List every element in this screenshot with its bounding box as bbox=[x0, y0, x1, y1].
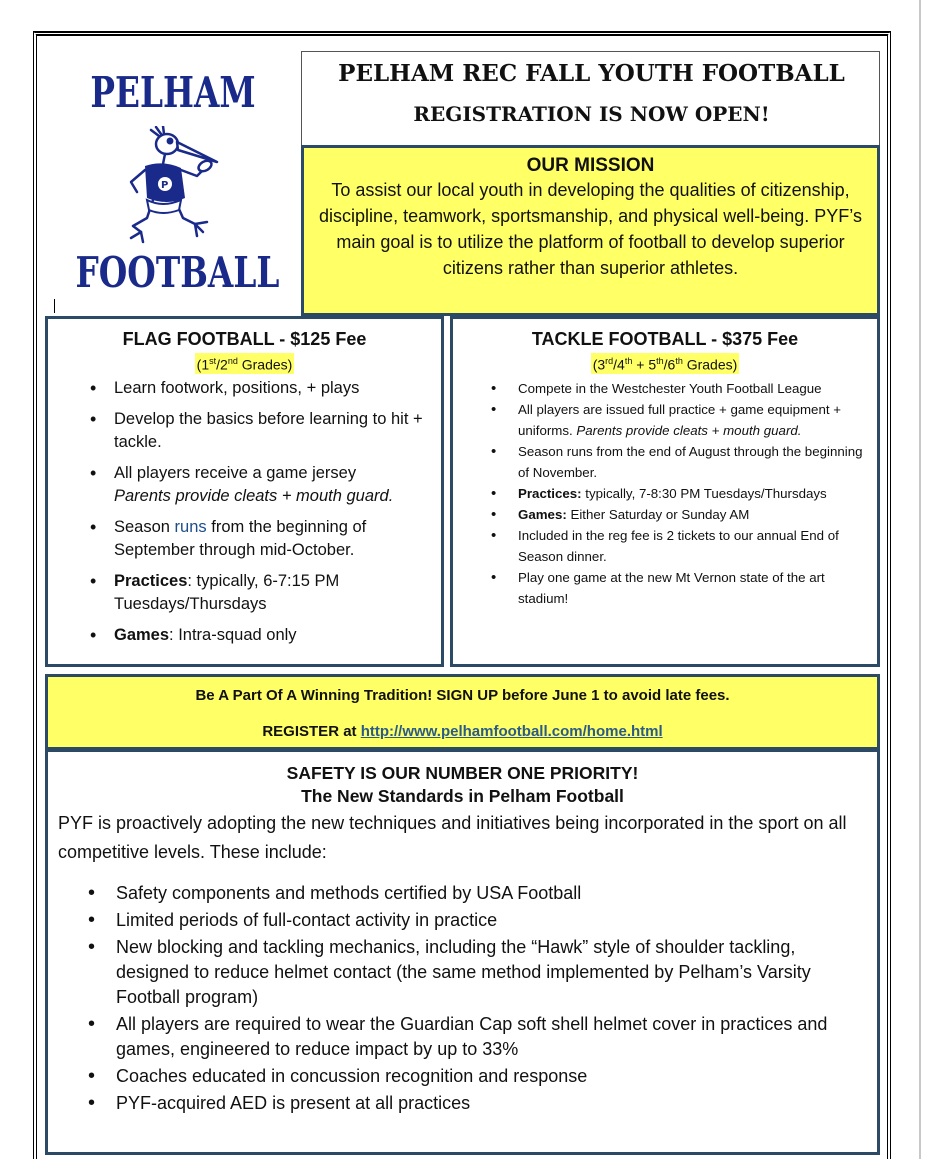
tackle-bullet-list bbox=[491, 378, 871, 609]
safety-intro: PYF is proactively adopting the new techniques and initiatives being incorporated in the sport on all competitive levels. These include: bbox=[58, 813, 847, 862]
list-item: • All players are required to wear the Guardian Cap soft shell helmet cover in practices and games, engineered to reduce impact by up to 33% bbox=[88, 1012, 858, 1062]
grades-text: /6 bbox=[663, 356, 676, 373]
list-item: • Compete in the Westchester Youth Football League bbox=[491, 378, 871, 399]
list-item: • PYF-acquired AED is present at all practices bbox=[88, 1091, 858, 1116]
signup-text: Be A Part Of A Winning Tradition! SIGN UP before June 1 to avoid late fees. bbox=[195, 687, 730, 704]
list-item: • Play one game at the new Mt Vernon state of the art stadium! bbox=[491, 567, 871, 609]
list-item bbox=[90, 624, 435, 647]
list-item-text: All players receive a game jersey bbox=[114, 463, 357, 482]
list-item-note: Parents provide cleats + mouth guard. bbox=[576, 422, 802, 438]
safety-bullet-list bbox=[88, 881, 858, 1116]
grades-sup: th bbox=[656, 356, 664, 366]
grades-sup: th bbox=[675, 356, 683, 366]
practices-label: Practices: bbox=[518, 485, 582, 501]
list-item-text: from the beginning of September through mid-October. bbox=[114, 517, 367, 559]
list-item-note: Parents provide cleats + mouth guard. bbox=[114, 486, 394, 505]
grades-text: /2 bbox=[216, 356, 228, 373]
grades-sup: rd bbox=[605, 356, 614, 366]
tackle-football-panel bbox=[450, 316, 880, 667]
list-item: • Season runs from the end of August through the beginning of November. bbox=[491, 441, 871, 483]
flag-football-title: FLAG FOOTBALL - $125 Fee bbox=[122, 329, 367, 349]
grades-sup: th bbox=[624, 356, 633, 366]
list-item-text: Either Saturday or Sunday AM bbox=[566, 506, 750, 522]
games-label: Games: bbox=[518, 506, 567, 522]
grades-text: (3 bbox=[592, 356, 606, 373]
list-item bbox=[491, 483, 871, 504]
flag-football-panel bbox=[45, 316, 444, 667]
logo-bottom-word: FOOTBALL bbox=[75, 248, 280, 297]
grades-sup: st bbox=[209, 356, 217, 366]
pelham-football-logo bbox=[48, 52, 298, 308]
header-title-box bbox=[301, 51, 880, 148]
svg-text:P: P bbox=[161, 180, 169, 191]
list-item: • Safety components and methods certified by USA Football bbox=[88, 881, 858, 906]
list-item-text: typically, 7-8:30 PM Tuesdays/Thursdays bbox=[581, 485, 827, 501]
list-item-text: All players are issued full practice + game equipment + uniforms. bbox=[518, 401, 841, 438]
safety-subheading: The New Standards in Pelham Football bbox=[301, 786, 624, 806]
list-item bbox=[90, 516, 435, 562]
list-item: • Develop the basics before learning to hit + tackle. bbox=[90, 408, 435, 454]
register-label: REGISTER at bbox=[262, 723, 361, 740]
mission-heading: OUR MISSION bbox=[526, 155, 655, 176]
games-label: Games bbox=[114, 625, 170, 644]
logo-top-word: PELHAM bbox=[90, 68, 256, 117]
grades-text: (1 bbox=[196, 356, 210, 373]
grades-text: /4 bbox=[613, 356, 625, 373]
grades-text: Grades) bbox=[237, 356, 293, 373]
tackle-football-title: TACKLE FOOTBALL - $375 Fee bbox=[531, 329, 799, 349]
list-item-text: : typically, 6-7:15 PM Tuesdays/Thursdays bbox=[114, 571, 340, 613]
list-item bbox=[491, 504, 871, 525]
list-item: • New blocking and tackling mechanics, including the “Hawk” style of shoulder tackling, designed to reduce helmet contact (the same method implemented by Pelham’s Varsity Football program) bbox=[88, 935, 858, 1010]
safety-heading: SAFETY IS OUR NUMBER ONE PRIORITY! bbox=[286, 763, 639, 783]
safety-section bbox=[45, 749, 880, 1155]
list-item: • Included in the reg fee is 2 tickets to our annual End of Season dinner. bbox=[491, 525, 871, 567]
page-title: PELHAM REC FALL YOUTH FOOTBALL bbox=[338, 60, 845, 87]
list-item-text: : Intra-squad only bbox=[169, 625, 297, 644]
tackle-grades bbox=[591, 353, 740, 374]
bird-mascot-icon bbox=[123, 126, 233, 248]
scrollbar[interactable] bbox=[919, 0, 921, 1159]
grades-text: Grades) bbox=[682, 356, 738, 373]
grades-sup: nd bbox=[227, 356, 238, 366]
register-line bbox=[48, 723, 877, 741]
grades-text: + 5 bbox=[632, 356, 657, 373]
list-item-text: Season bbox=[114, 517, 175, 536]
runs-text: runs bbox=[174, 517, 207, 536]
flag-bullet-list bbox=[90, 377, 435, 647]
practices-label: Practices bbox=[114, 571, 188, 590]
page-subtitle: REGISTRATION IS NOW OPEN! bbox=[413, 102, 770, 126]
flag-grades bbox=[195, 353, 295, 374]
signup-banner bbox=[45, 674, 880, 750]
list-item: • Limited periods of full-contact activity in practice bbox=[88, 908, 858, 933]
text-cursor bbox=[54, 299, 55, 313]
list-item: • Learn footwork, positions, + plays bbox=[90, 377, 435, 400]
list-item bbox=[491, 399, 871, 441]
list-item bbox=[90, 570, 435, 616]
list-item: • Coaches educated in concussion recognition and response bbox=[88, 1064, 858, 1089]
mission-box bbox=[301, 145, 880, 316]
mission-text: To assist our local youth in developing the qualities of citizenship, discipline, teamwork, sportsmanship, and physical well-being. PYF’s main goal is to utilize the platform of football to develop superior citizens rather than superior athletes. bbox=[319, 180, 862, 278]
register-link[interactable]: http://www.pelhamfootball.com/home.html bbox=[360, 723, 663, 740]
list-item bbox=[90, 462, 435, 508]
